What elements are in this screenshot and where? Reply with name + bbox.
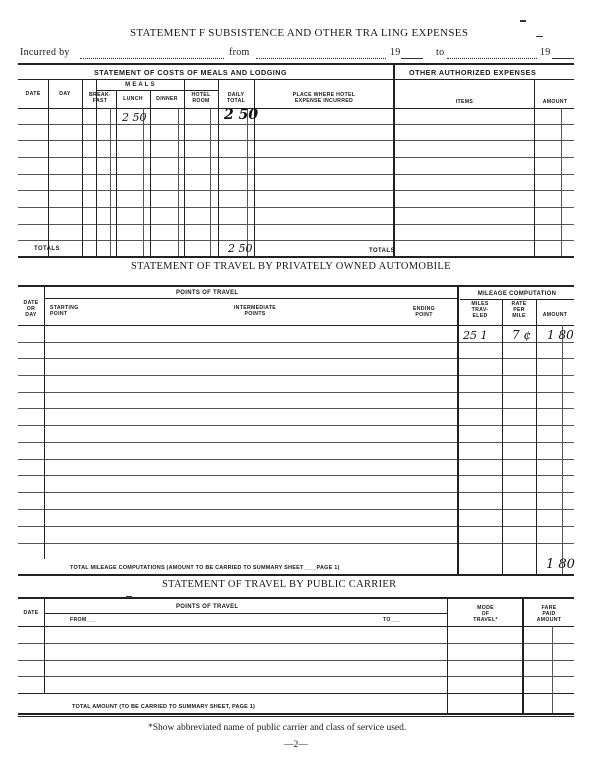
carrier-points-header: POINTS OF TRAVEL (176, 604, 239, 610)
carrier-col-mode: MODE OF TRAVEL* (473, 605, 498, 623)
meals-section-title: STATEMENT OF COSTS OF MEALS AND LODGING (94, 68, 288, 77)
from-label: from (229, 47, 250, 58)
auto-col-intermediate: INTERMEDIATE POINTS (233, 305, 277, 317)
year-field-2[interactable] (552, 58, 574, 59)
page-number: —2— (284, 740, 308, 750)
auto-col-date: DATE OR DAY (23, 300, 39, 318)
col-day: DAY (59, 91, 71, 97)
auto-section-title: STATEMENT OF TRAVEL BY PRIVATELY OWNED AUTOMOBILE (131, 261, 451, 272)
carrier-col-fare: FARE PAID AMOUNT (536, 605, 562, 623)
auto-col-rate: RATE PER MILE (511, 301, 527, 319)
total-mileage-amount[interactable]: 1 80 (546, 557, 575, 572)
auto-points-header: POINTS OF TRAVEL (176, 290, 239, 296)
year-field-1[interactable] (401, 58, 423, 59)
other-expenses-title: OTHER AUTHORIZED EXPENSES (409, 68, 537, 77)
totals-daily[interactable]: 2 50 (228, 242, 253, 255)
carrier-total-label: TOTAL AMOUNT (TO BE CARRIED TO SUMMARY SHEET, PAGE 1) (72, 704, 256, 710)
rate-entry[interactable]: 7 ¢ (512, 328, 532, 342)
daily-total-entry[interactable]: 2 50 (224, 107, 259, 123)
auto-col-miles: MILES TRAV- ELED (471, 301, 489, 319)
meals-group-header: M E A L S (125, 82, 155, 88)
col-items: ITEMS (455, 99, 474, 105)
auto-col-amount: AMOUNT (542, 312, 568, 318)
incurred-by-label: Incurred by (20, 47, 70, 58)
footnote: *Show abbreviated name of public carrier and class of service used. (148, 723, 407, 733)
auto-col-starting: STARTING POINT (50, 305, 79, 317)
col-place: PLACE WHERE HOTEL EXPENSE INCURRED (292, 92, 356, 104)
to-label: to (436, 47, 445, 58)
auto-col-ending: ENDING POINT (413, 306, 435, 318)
lunch-entry[interactable]: 2 50 (122, 111, 147, 124)
col-daily-total: DAILY TOTAL (226, 92, 246, 104)
carrier-header-mark (126, 596, 132, 598)
carrier-col-to: TO___ (383, 617, 401, 623)
miles-entry[interactable]: 25 1 (463, 329, 488, 342)
carrier-col-date: DATE (23, 610, 39, 616)
to-field[interactable] (447, 58, 537, 59)
col-date: DATE (25, 91, 41, 97)
amount-entry[interactable]: 1 80 (547, 328, 574, 342)
totals-right-label: TOTALS (369, 248, 395, 254)
carrier-section-title: STATEMENT OF TRAVEL BY PUBLIC CARRIER (162, 579, 397, 590)
col-dinner: DINNER (156, 96, 178, 102)
title-mark-dot (520, 20, 526, 22)
totals-label: TOTALS (34, 246, 60, 252)
from-field[interactable] (256, 58, 386, 59)
col-breakfast: BREAK- FAST (89, 92, 111, 104)
title-mark-dash (536, 36, 543, 37)
year-label-2: 19 (540, 47, 551, 58)
incurred-by-field[interactable] (80, 58, 224, 59)
col-lunch: LUNCH (123, 96, 143, 102)
total-mileage-label: TOTAL MILEAGE COMPUTATIONS (AMOUNT TO BE CARRIED TO SUMMARY SHEET____PAGE 1) (70, 565, 340, 571)
carrier-col-from: FROM___ (70, 617, 97, 623)
year-label-1: 19 (390, 47, 401, 58)
form-title: STATEMENT F SUBSISTENCE AND OTHER TRA LING EXPENSES (130, 27, 469, 39)
mileage-header: MILEAGE COMPUTATION (477, 291, 557, 297)
col-hotel-room: HOTEL ROOM (191, 92, 211, 104)
col-amount: AMOUNT (542, 99, 568, 105)
